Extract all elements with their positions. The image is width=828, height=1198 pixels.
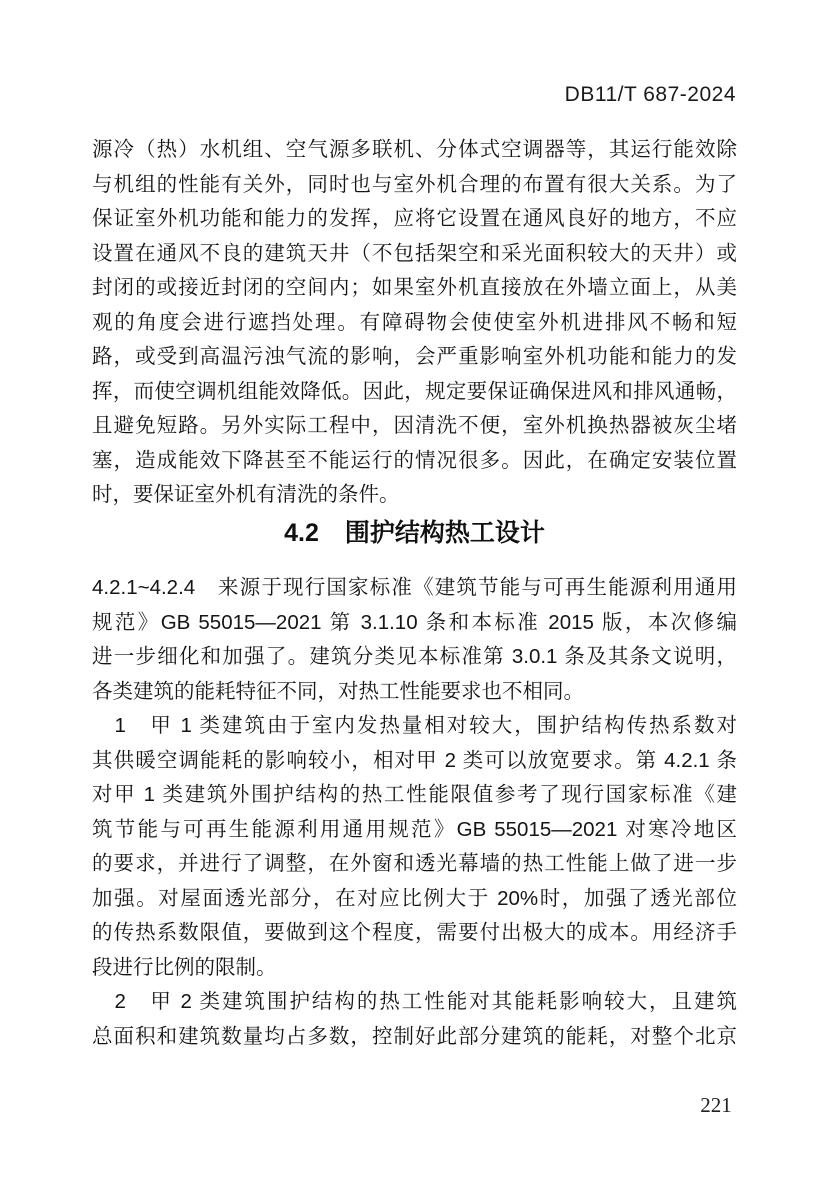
section-title: 围护结构热工设计 <box>344 519 545 547</box>
text-line: 保证室外机功能和能力的发挥，应将它设置在通风良好的地方，不应 <box>92 207 737 230</box>
text-line: 挥，而使空调机组能效降低。因此，规定要保证确保进风和排风通畅， <box>92 379 737 403</box>
page-number: 221 <box>700 1093 732 1117</box>
text-line: 其供暖空调能耗的影响较小，相对甲 2 类可以放宽要求。第 4.2.1 条 <box>92 748 737 772</box>
text-line: 各类建筑的能耗特征不同，对热工性能要求也不相同。 <box>92 679 584 703</box>
text-line: 且避免短路。另外实际工程中，因清洗不便，室外机换热器被灰尘堵 <box>92 414 737 437</box>
text-line: 观的角度会进行遮挡处理。有障碍物会使使室外机进排风不畅和短 <box>92 310 737 334</box>
text-line: 塞，造成能效下降甚至不能运行的情况很多。因此，在确定安装位置 <box>92 448 737 472</box>
text-line: 与机组的性能有关外，同时也与室外机合理的布置有很大关系。为了 <box>92 172 737 196</box>
text-line: 规范》GB 55015—2021 第 3.1.10 条和本标准 2015 版，本次修编 <box>92 610 737 634</box>
text-line: 加强。对屋面透光部分，在对应比例大于 20%时，加强了透光部位 <box>92 886 737 910</box>
text-line: 源冷（热）水机组、空气源多联机、分体式空调器等，其运行能效除 <box>92 138 737 161</box>
text-line: 的要求，并进行了调整，在外窗和透光幕墙的热工性能上做了进一步 <box>92 852 737 875</box>
section-number: 4.2 <box>284 519 319 547</box>
commentary-paragraphs <box>92 571 737 1054</box>
text-line: 时，要保证室外机有清洗的条件。 <box>92 483 400 506</box>
text-line: 设置在通风不良的建筑天井（不包括架空和采光面积较大的天井）或 <box>92 241 737 265</box>
text-line: 对甲 1 类建筑外围护结构的热工性能限值参考了现行国家标准《建 <box>92 783 737 806</box>
text-line: 筑节能与可再生能源利用通用规范》GB 55015—2021 对寒冷地区 <box>92 817 737 841</box>
text-line: 路，或受到高温污浊气流的影响，会严重影响室外机功能和能力的发 <box>92 345 737 368</box>
section-heading <box>92 511 737 555</box>
paragraph-continuation <box>92 133 737 513</box>
text-line: 1 甲 1 类建筑由于室内发热量相对较大，围护结构传热系数对 <box>92 714 737 737</box>
text-line: 段进行比例的限制。 <box>92 955 277 979</box>
text-line: 封闭的或接近封闭的空间内；如果室外机直接放在外墙立面上，从美 <box>92 276 737 299</box>
text-line: 的传热系数限值，要做到这个程度，需要付出极大的成本。用经济手 <box>92 921 737 944</box>
text-line: 4.2.1~4.2.4 来源于现行国家标准《建筑节能与可再生能源利用通用 <box>92 576 737 599</box>
text-line: 2 甲 2 类建筑围护结构的热工性能对其能耗影响较大，且建筑 <box>92 990 737 1013</box>
document-code: DB11/T 687-2024 <box>564 83 736 106</box>
text-line: 进一步细化和加强了。建筑分类见本标准第 3.0.1 条及其条文说明， <box>92 645 737 668</box>
text-line: 总面积和建筑数量均占多数，控制好此部分建筑的能耗，对整个北京 <box>92 1024 737 1048</box>
